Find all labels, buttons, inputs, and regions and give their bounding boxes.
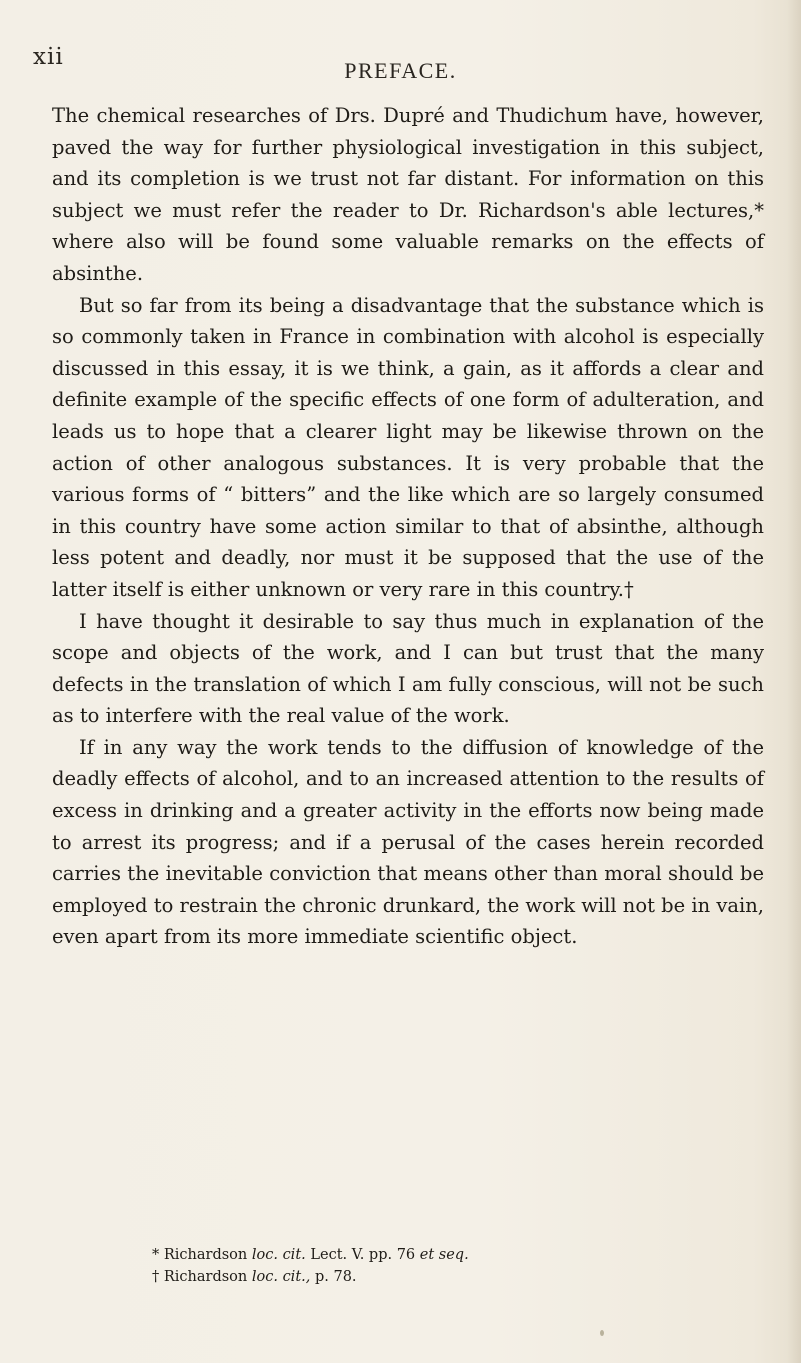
paragraph: The chemical researches of Drs. Dupré and Thudichum have, however, paved the way for further physiological investigation in this subject, and its completion is we trust not far distant. For information on this subject we must refer the reader to Dr. Richardson's able lectures,* where also will be found some valuable remarks on the effects of absinthe.: [52, 104, 764, 285]
footnote: [152, 1244, 712, 1266]
body-text: [52, 100, 764, 953]
footnote-citation: loc. cit.,: [251, 1269, 311, 1285]
footnotes: [152, 1244, 712, 1288]
paragraph: But so far from its being a disadvantage that the substance which is so commonly taken in France in combination with alcohol is especially discussed in this essay, it is we think, a gain, as it affords a clear and definite example of the specific effects of one form of adulteration, and leads us to hope that a clearer light may be likewise thrown on the action of other analogous substances. It is very probable that the various forms of “ bitters” and the like which are so largely consumed in this country have some action similar to that of absinthe, although less potent and deadly, nor must it be supposed that the use of the latter itself is either unknown or very rare in this country.†: [52, 293, 764, 601]
footnote-tail: et seq.: [419, 1247, 469, 1263]
footnote-mark: †: [152, 1269, 160, 1285]
footnote-reference: p. 78.: [314, 1269, 357, 1285]
footnote-citation: loc. cit.: [251, 1247, 306, 1263]
footnote-mark: *: [152, 1247, 160, 1263]
footnote-author: Richardson: [163, 1247, 248, 1263]
page-number: xii: [33, 44, 64, 70]
footnote: [152, 1266, 712, 1288]
footnote-reference: Lect. V. pp. 76: [310, 1247, 416, 1263]
paragraph: I have thought it desirable to say thus much in explanation of the scope and objects of the work, and I can but trust that the many defects in the translation of which I am fully conscious, will not be such as to interfere with the real value of the work.: [52, 609, 764, 728]
footnote-author: Richardson: [163, 1269, 248, 1285]
paragraph: If in any way the work tends to the diffusion of knowledge of the deadly effects of alcohol, and to an increased attention to the results of excess in drinking and a greater activity in the efforts now being made to arrest its progress; and if a perusal of the cases herein recorded carries the inevitable conviction that means other than moral should be employed to restrain the chronic drunkard, the work will not be in vain, even apart from its more immediate scientific object.: [52, 735, 764, 949]
paper-speck: [600, 1330, 604, 1336]
running-head: PREFACE.: [344, 58, 457, 83]
page-edge-shadow: [787, 0, 801, 1363]
